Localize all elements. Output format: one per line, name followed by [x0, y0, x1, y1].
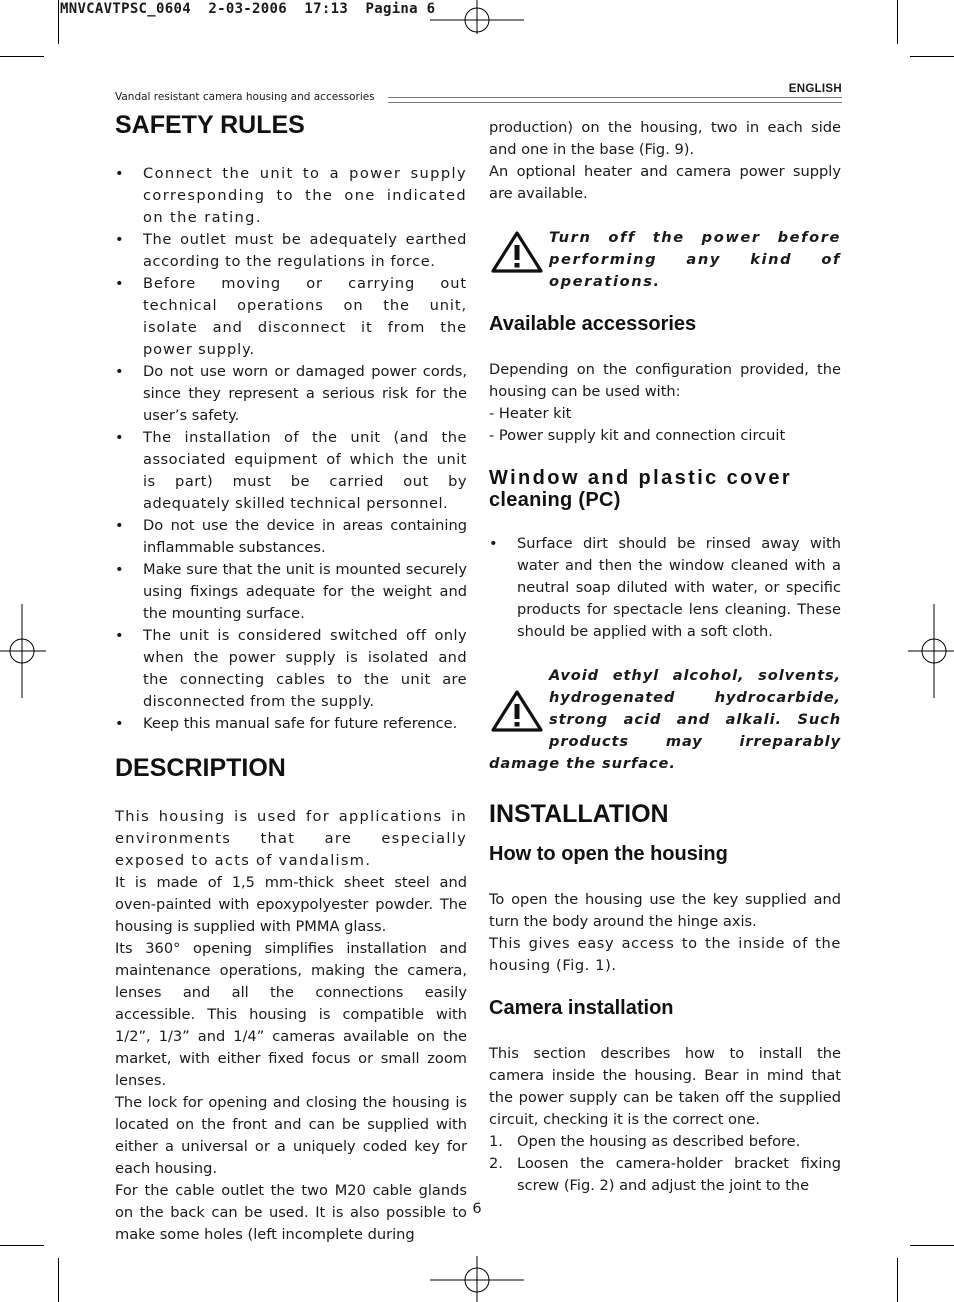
safety-rules-heading: SAFETY RULES: [115, 111, 305, 139]
crop-mark-tl-v: [58, 0, 59, 44]
description-continued: production) on the housing, two in each side and one in the base (Fig. 9).: [489, 119, 841, 158]
running-header-subtitle: Vandal resistant camera housing and accessories: [115, 91, 375, 103]
camera-steps: [489, 1131, 841, 1197]
list-item: • Connect the unit to a power supply corresponding to the one indicated on the rating.: [115, 163, 467, 229]
cleaning-list: [489, 533, 841, 643]
open-paragraph: To open the housing use the key supplied and turn the body around the hinge axis.: [489, 891, 841, 930]
crop-mark-bl-v: [58, 1258, 59, 1302]
registration-mark-icon: [430, 0, 524, 34]
description-paragraph: The lock for opening and closing the housing is located on the front and can be supplied with either a universal or a uniquely coded key for each housing.: [115, 1094, 467, 1177]
cleaning-heading: [489, 467, 841, 511]
list-item: • The unit is considered switched off only when the power supply is isolated and the connecting cables to the unit are disconnected from the supply.: [115, 625, 467, 713]
accessory-item: - Power supply kit and connection circuit: [489, 427, 786, 444]
warning-chemicals-text: Avoid ethyl alcohol, solvents, hydrogenated hydrocarbide, strong acid and alkali. Such products may irreparably damage the surface.: [489, 667, 841, 772]
crop-mark-tr-v: [897, 0, 898, 44]
list-item: • Surface dirt should be rinsed away with water and then the window cleaned with a neutral soap diluted with water, or specific products for spectacle lens cleaning. These should be applied with a soft cloth.: [489, 533, 841, 643]
registration-mark-icon: [908, 604, 954, 698]
list-item: • Keep this manual safe for future reference.: [115, 713, 467, 735]
list-item: • The outlet must be adequately earthed according to the regulations in force.: [115, 229, 467, 273]
warning-triangle-icon: [489, 689, 545, 733]
crop-mark-bl-h: [0, 1245, 44, 1246]
open-paragraph: This gives easy access to the inside of the housing (Fig. 1).: [489, 935, 841, 974]
registration-mark-icon: [430, 1256, 524, 1302]
description-paragraph: This housing is used for applications in environments that are especially exposed to acts of vandalism.: [115, 808, 467, 869]
print-slug: MNVCAVTPSC_0604 2-03-2006 17:13 Pagina 6: [60, 1, 436, 17]
description-paragraph: Its 360° opening simplifies installation and maintenance operations, making the camera, lenses and all the connections easily accessible. This housing is compatible with 1/2”, 1/3” and 1/4” cameras available on the market, with either fixed focus or small zoom lenses.: [115, 940, 467, 1089]
available-accessories-heading: Available accessories: [489, 313, 697, 335]
step-text: Open the housing as described before.: [517, 1133, 801, 1150]
accessory-item: - Heater kit: [489, 405, 572, 422]
crop-mark-tr-h: [910, 56, 954, 57]
header-rule: [388, 97, 842, 103]
description-paragraph: For the cable outlet the two M20 cable glands on the back can be used. It is also possible to make some holes (left incomplete during: [115, 1182, 467, 1243]
crop-mark-br-v: [897, 1258, 898, 1302]
list-item: [489, 1153, 841, 1197]
safety-rules-list: [115, 163, 467, 735]
right-column: [489, 117, 841, 1197]
list-item: • Do not use worn or damaged power cords, since they represent a serious risk for the user’s safety.: [115, 361, 467, 427]
description-paragraph: It is made of 1,5 mm-thick sheet steel and oven-painted with epoxypolyester powder. The housing is supplied with PMMA glass.: [115, 874, 467, 935]
description-continued: An optional heater and camera power supply are available.: [489, 163, 841, 202]
installation-heading: INSTALLATION: [489, 800, 669, 828]
description-heading: DESCRIPTION: [115, 754, 286, 782]
warning-triangle-icon: [489, 230, 545, 274]
step-number: 2.: [489, 1155, 503, 1172]
warning-chemicals: [489, 665, 841, 775]
step-number: 1.: [489, 1133, 503, 1150]
list-item: [489, 1131, 841, 1153]
crop-mark-tl-h: [0, 56, 44, 57]
crop-mark-br-h: [910, 1245, 954, 1246]
step-text: Loosen the camera-holder bracket fixing screw (Fig. 2) and adjust the joint to the: [517, 1155, 841, 1194]
warning-power-text: Turn off the power before performing any kind of operations.: [549, 229, 841, 290]
registration-mark-icon: [0, 604, 46, 698]
warning-power: [489, 227, 841, 293]
cleaning-heading-line1: Window and plastic cover: [489, 467, 793, 489]
list-item: • Make sure that the unit is mounted securely using fixings adequate for the weight and the mounting surface.: [115, 559, 467, 625]
how-to-open-heading: How to open the housing: [489, 843, 728, 865]
language-label: ENGLISH: [788, 83, 842, 95]
list-item: • The installation of the unit (and the associated equipment of which the unit is part) must be carried out by adequately skilled technical personnel.: [115, 427, 467, 515]
page-number: 6: [472, 1200, 482, 1217]
accessories-intro: Depending on the configuration provided, the housing can be used with:: [489, 361, 841, 400]
camera-intro: This section describes how to install the camera inside the housing. Bear in mind that the power supply can be taken off the supplied circuit, checking it is the correct one.: [489, 1045, 841, 1128]
cleaning-heading-line2: cleaning (PC): [489, 489, 621, 511]
camera-installation-heading: Camera installation: [489, 997, 674, 1019]
list-item: • Before moving or carrying out technical operations on the unit, isolate and disconnect it from the power supply.: [115, 273, 467, 361]
left-column: [115, 108, 467, 1246]
list-item: • Do not use the device in areas containing inflammable substances.: [115, 515, 467, 559]
